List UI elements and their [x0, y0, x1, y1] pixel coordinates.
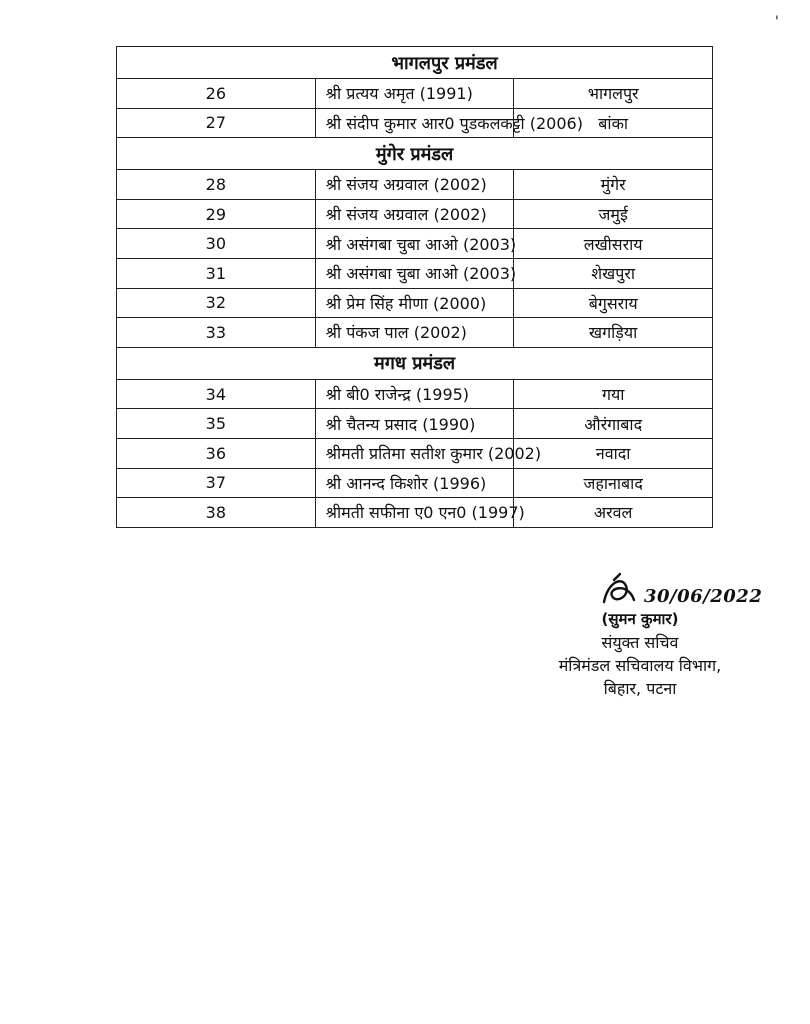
- district-name: अरवल: [514, 498, 713, 528]
- table-row: [117, 108, 713, 138]
- serial-number: 36: [117, 438, 316, 468]
- division-header-row: [117, 47, 713, 79]
- table-row: [117, 170, 713, 200]
- table-row: [117, 229, 713, 259]
- signer-location: बिहार, पटना: [603, 679, 677, 698]
- serial-number: 37: [117, 468, 316, 498]
- district-name: शेखपुरा: [514, 258, 713, 288]
- district-name: जहानाबाद: [514, 468, 713, 498]
- district-name: औरंगाबाद: [514, 409, 713, 439]
- officer-name: श्री बी0 राजेन्द्र (1995): [315, 379, 514, 409]
- signer-designation: संयुक्त सचिव: [601, 633, 679, 652]
- serial-number: 35: [117, 409, 316, 439]
- officer-name: श्रीमती सफीना ए0 एन0 (1997): [315, 498, 514, 528]
- table-row: [117, 409, 713, 439]
- table-row: [117, 258, 713, 288]
- serial-number: 38: [117, 498, 316, 528]
- officer-name: श्री आनन्द किशोर (1996): [315, 468, 514, 498]
- officer-name: श्री असंगबा चुबा आओ (2003): [315, 258, 514, 288]
- table-row: [117, 498, 713, 528]
- table-row: [117, 288, 713, 318]
- district-name: बेगुसराय: [514, 288, 713, 318]
- officer-name: श्री संदीप कुमार आर0 पुडकलकट्टी (2006): [315, 108, 514, 138]
- signature-date: 30/06/2022: [644, 586, 763, 607]
- district-name: खगड़िया: [514, 318, 713, 348]
- district-name: भागलपुर: [514, 79, 713, 109]
- serial-number: 27: [117, 108, 316, 138]
- table-row: [117, 468, 713, 498]
- division-title: भागलपुर प्रमंडल: [117, 47, 713, 79]
- serial-number: 28: [117, 170, 316, 200]
- handwritten-signature: [598, 572, 638, 612]
- serial-number: 33: [117, 318, 316, 348]
- serial-number: 34: [117, 379, 316, 409]
- table-row: [117, 318, 713, 348]
- division-header-row: [117, 347, 713, 379]
- officer-name: श्री संजय अग्रवाल (2002): [315, 199, 514, 229]
- officer-name: श्री प्रत्यय अमृत (1991): [315, 79, 514, 109]
- officer-name: श्री संजय अग्रवाल (2002): [315, 170, 514, 200]
- officer-name: श्री प्रेम सिंह मीणा (2000): [315, 288, 514, 318]
- division-header-row: [117, 138, 713, 170]
- division-title: मुंगेर प्रमंडल: [117, 138, 713, 170]
- serial-number: 31: [117, 258, 316, 288]
- district-name: बांका: [514, 108, 713, 138]
- signer-name: (सुमन कुमार): [601, 610, 679, 628]
- table-row: [117, 199, 713, 229]
- signer-department: मंत्रिमंडल सचिवालय विभाग,: [558, 656, 722, 675]
- page-corner-mark: ': [775, 14, 779, 30]
- table-row: [117, 79, 713, 109]
- district-name: जमुई: [514, 199, 713, 229]
- officer-name: श्री चैतन्य प्रसाद (1990): [315, 409, 514, 439]
- officer-district-table: [116, 46, 713, 528]
- serial-number: 26: [117, 79, 316, 109]
- division-title: मगध प्रमंडल: [117, 347, 713, 379]
- district-name: नवादा: [514, 438, 713, 468]
- serial-number: 29: [117, 199, 316, 229]
- table-row: [117, 438, 713, 468]
- table-row: [117, 379, 713, 409]
- signatory-details: [520, 608, 760, 700]
- serial-number: 30: [117, 229, 316, 259]
- district-name: मुंगेर: [514, 170, 713, 200]
- district-name: गया: [514, 379, 713, 409]
- officer-name: श्रीमती प्रतिमा सतीश कुमार (2002): [315, 438, 514, 468]
- district-name: लखीसराय: [514, 229, 713, 259]
- officer-name: श्री असंगबा चुबा आओ (2003): [315, 229, 514, 259]
- officer-name: श्री पंकज पाल (2002): [315, 318, 514, 348]
- serial-number: 32: [117, 288, 316, 318]
